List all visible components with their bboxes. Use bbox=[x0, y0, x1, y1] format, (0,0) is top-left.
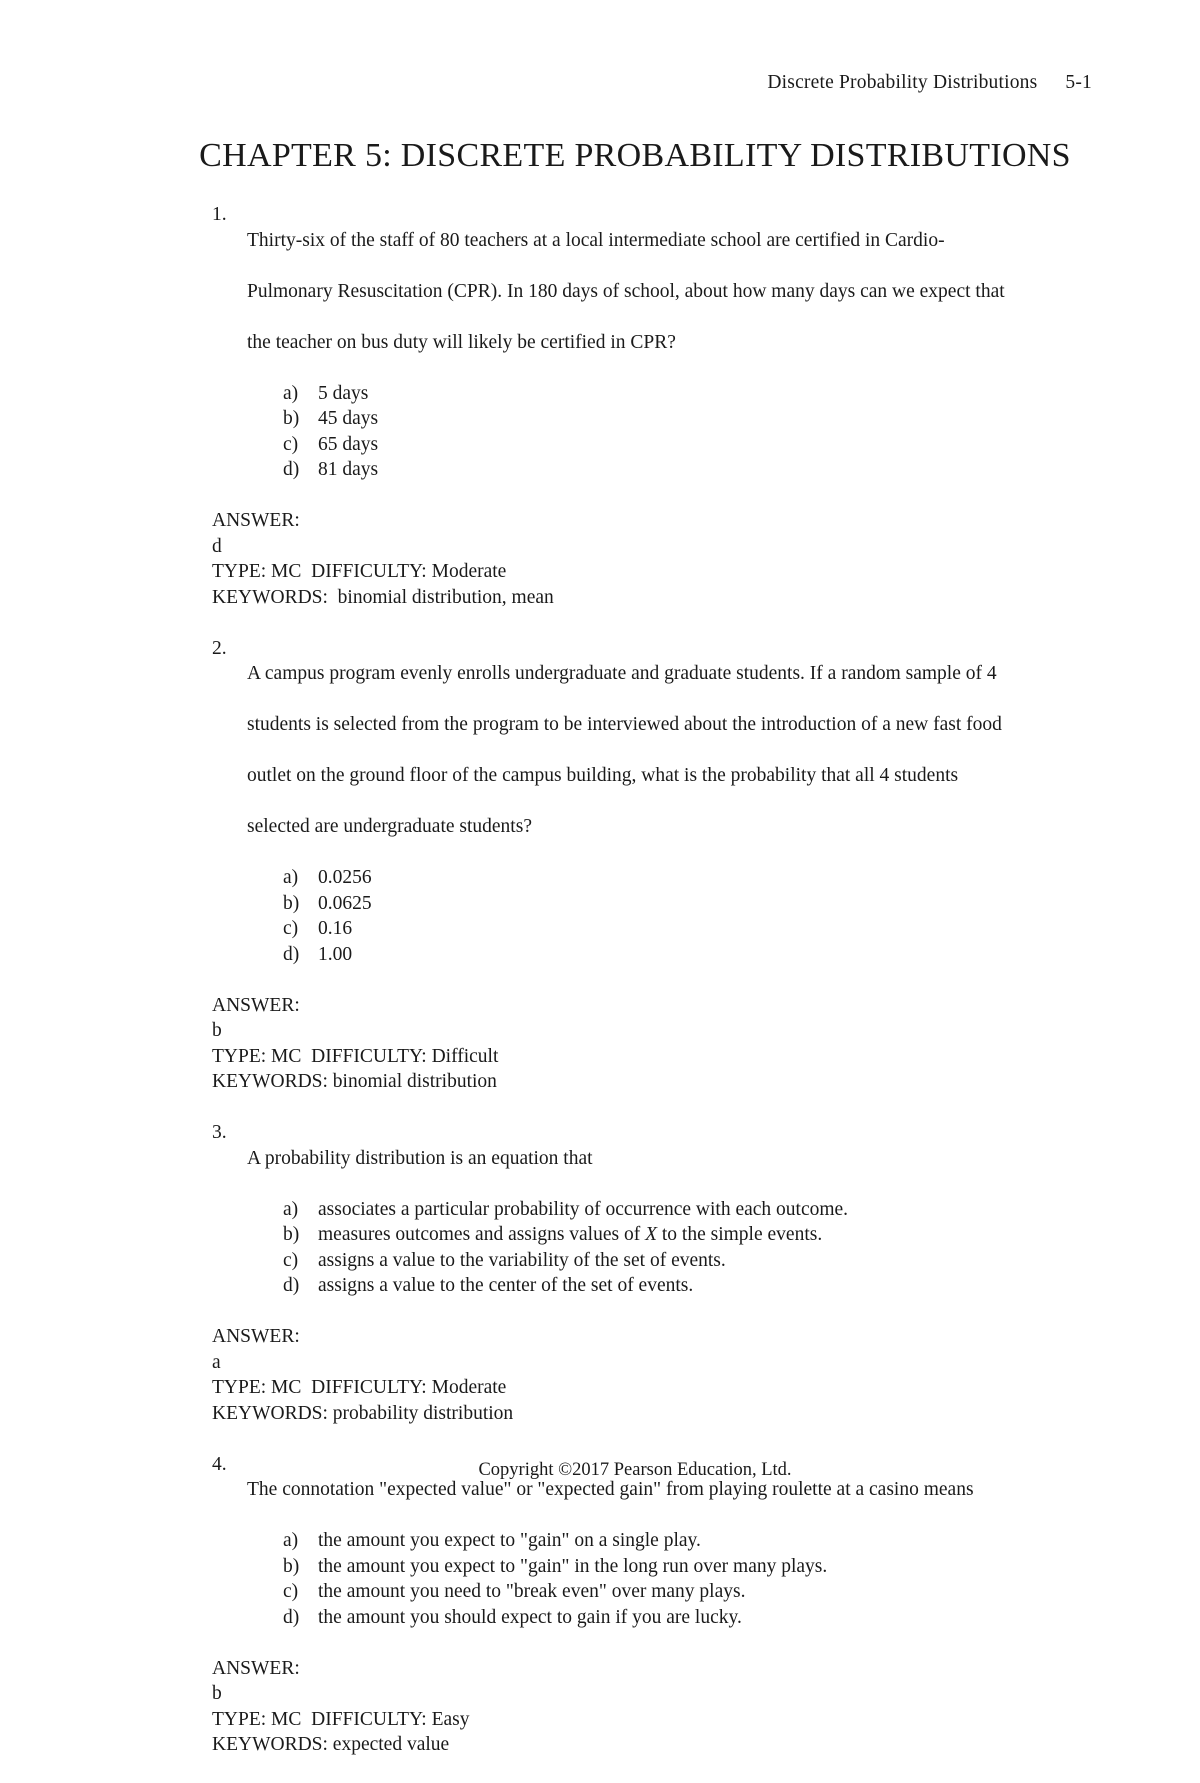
option-text: 5 days bbox=[318, 382, 369, 404]
answer-block bbox=[212, 993, 1112, 1095]
answer-block bbox=[212, 508, 1112, 610]
question-4 bbox=[212, 1452, 1112, 1758]
keywords: KEYWORDS: binomial distribution, mean bbox=[212, 586, 554, 608]
keywords: KEYWORDS: probability distribution bbox=[212, 1402, 514, 1424]
option-letter: b) bbox=[283, 1555, 300, 1577]
option-c bbox=[212, 1248, 1112, 1274]
answer-value: a bbox=[212, 1351, 221, 1373]
option-a bbox=[212, 381, 1112, 407]
question-text-line: Thirty-six of the staff of 80 teachers at a local intermediate school are certified in Cardio- bbox=[247, 229, 945, 251]
running-header bbox=[767, 72, 1092, 94]
option-letter: c) bbox=[283, 918, 299, 939]
option-letter: b) bbox=[283, 408, 300, 429]
option-letter: b) bbox=[283, 892, 300, 914]
answer-block bbox=[212, 1324, 1112, 1426]
question-text bbox=[212, 636, 1112, 866]
option-letter: d) bbox=[283, 1606, 300, 1628]
type-difficulty: TYPE: MC DIFFICULTY: Easy bbox=[212, 1708, 470, 1730]
question-text bbox=[212, 202, 1112, 381]
question-text-line: The connotation "expected value" or "expected gain" from playing roulette at a casino means bbox=[247, 1479, 974, 1500]
option-letter: a) bbox=[283, 1198, 299, 1220]
option-c bbox=[212, 916, 1112, 942]
option-c bbox=[212, 432, 1112, 458]
option-text: 45 days bbox=[318, 408, 379, 429]
option-letter: c) bbox=[283, 1581, 299, 1602]
keywords: KEYWORDS: expected value bbox=[212, 1734, 450, 1755]
answer-value: b bbox=[212, 1683, 222, 1704]
option-a bbox=[212, 865, 1112, 891]
answer-options bbox=[212, 1197, 1112, 1299]
option-letter: c) bbox=[283, 433, 299, 455]
question-text-line: outlet on the ground floor of the campus building, what is the probability that all 4 students bbox=[247, 765, 959, 786]
question-number: 3. bbox=[212, 1122, 227, 1143]
option-text: 65 days bbox=[318, 433, 379, 455]
option-text: the amount you expect to "gain" in the long run over many plays. bbox=[318, 1555, 828, 1577]
option-d bbox=[212, 942, 1112, 968]
option-text: 0.0256 bbox=[318, 867, 372, 888]
answer-label: ANSWER: bbox=[212, 994, 300, 1016]
keywords: KEYWORDS: binomial distribution bbox=[212, 1071, 497, 1092]
option-text: 1.00 bbox=[318, 943, 353, 965]
option-text: the amount you should expect to gain if you are lucky. bbox=[318, 1606, 742, 1628]
option-b bbox=[212, 406, 1112, 432]
option-letter: a) bbox=[283, 867, 299, 888]
running-title: Discrete Probability Distributions bbox=[767, 72, 1038, 93]
option-text: 0.0625 bbox=[318, 892, 372, 914]
question-list bbox=[212, 202, 1112, 1783]
chapter-title: CHAPTER 5: DISCRETE PROBABILITY DISTRIBUTIONS bbox=[199, 137, 1071, 174]
option-b bbox=[212, 1554, 1112, 1580]
copyright-footer: Copyright ©2017 Pearson Education, Ltd. bbox=[478, 1460, 792, 1480]
option-letter: b) bbox=[283, 1224, 300, 1245]
answer-options bbox=[212, 865, 1112, 967]
question-2 bbox=[212, 636, 1112, 1095]
option-d bbox=[212, 1273, 1112, 1299]
answer-value: d bbox=[212, 535, 222, 557]
question-number: 4. bbox=[212, 1453, 227, 1475]
type-difficulty: TYPE: MC DIFFICULTY: Moderate bbox=[212, 1377, 507, 1398]
question-number: 2. bbox=[212, 637, 227, 659]
type-difficulty: TYPE: MC DIFFICULTY: Difficult bbox=[212, 1045, 499, 1067]
question-text bbox=[212, 1120, 1112, 1197]
option-text: the amount you need to "break even" over many plays. bbox=[318, 1581, 746, 1602]
option-letter: d) bbox=[283, 943, 300, 965]
option-a bbox=[212, 1197, 1112, 1223]
question-text-line: A probability distribution is an equation that bbox=[247, 1147, 593, 1169]
answer-label: ANSWER: bbox=[212, 510, 300, 531]
question-text-line: the teacher on bus duty will likely be certified in CPR? bbox=[247, 331, 676, 353]
page-number: 5-1 bbox=[1065, 72, 1092, 93]
option-d bbox=[212, 457, 1112, 483]
answer-options bbox=[212, 1528, 1112, 1630]
answer-label: ANSWER: bbox=[212, 1326, 300, 1347]
option-text: measures outcomes and assigns values of X to the simple events. bbox=[318, 1224, 823, 1245]
question-3 bbox=[212, 1120, 1112, 1426]
answer-options bbox=[212, 381, 1112, 483]
option-letter: a) bbox=[283, 1530, 299, 1551]
answer-block bbox=[212, 1656, 1112, 1758]
question-number: 1. bbox=[212, 204, 227, 225]
question-text-line: students is selected from the program to be interviewed about the introduction of a new fast food bbox=[247, 714, 1002, 735]
option-d bbox=[212, 1605, 1112, 1631]
option-a bbox=[212, 1528, 1112, 1554]
type-difficulty: TYPE: MC DIFFICULTY: Moderate bbox=[212, 561, 507, 582]
option-text: the amount you expect to "gain" on a single play. bbox=[318, 1530, 701, 1551]
option-letter: c) bbox=[283, 1249, 299, 1271]
option-b bbox=[212, 1222, 1112, 1248]
option-letter: a) bbox=[283, 382, 299, 404]
option-text: 81 days bbox=[318, 459, 379, 480]
option-text: 0.16 bbox=[318, 918, 353, 939]
question-text-line: selected are undergraduate students? bbox=[247, 816, 532, 837]
question-text-line: A campus program evenly enrolls undergraduate and graduate students. If a random sample of 4 bbox=[247, 663, 997, 684]
question-1 bbox=[212, 202, 1112, 610]
answer-value: b bbox=[212, 1020, 222, 1041]
option-text: associates a particular probability of occurrence with each outcome. bbox=[318, 1198, 849, 1220]
option-text: assigns a value to the variability of the set of events. bbox=[318, 1249, 726, 1271]
option-b bbox=[212, 891, 1112, 917]
option-letter: d) bbox=[283, 1275, 300, 1296]
option-text: assigns a value to the center of the set of events. bbox=[318, 1275, 694, 1296]
question-text-line: Pulmonary Resuscitation (CPR). In 180 days of school, about how many days can we expect that bbox=[247, 280, 1005, 302]
answer-label: ANSWER: bbox=[212, 1657, 300, 1679]
option-c bbox=[212, 1579, 1112, 1605]
option-letter: d) bbox=[283, 459, 300, 480]
